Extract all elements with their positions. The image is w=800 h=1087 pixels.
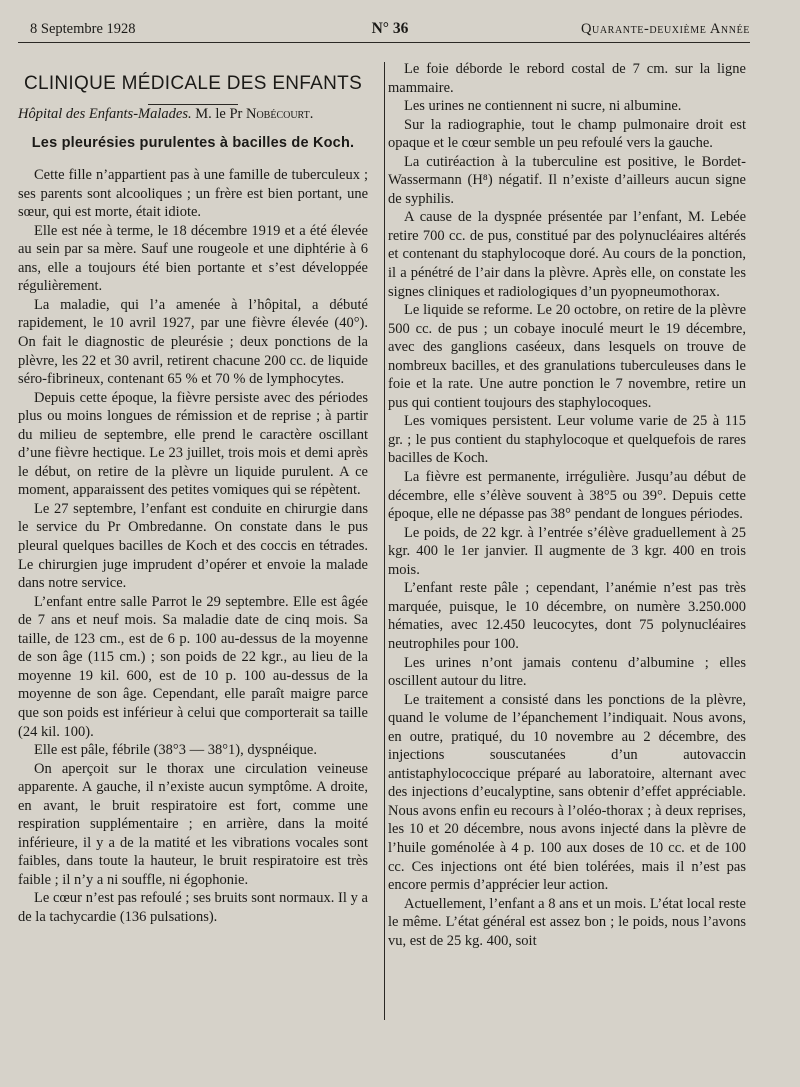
paragraph: Depuis cette époque, la fièvre persiste avec des périodes plus ou moins longues de rémission et de reprise ; à partir du milieu de septembre, elle prend le caractère oscillant d’une fièvre hectique. Le 23 juillet, trois mois et demi après le début, on retire de la plèvre un liquide purulent. A ce moment, apparaissent des petites vomiques qui se répètent. bbox=[18, 389, 368, 499]
paragraph: La cutiréaction à la tuberculine est positive, le Bordet-Wassermann (H⁸) négatif. Il n’existe d’ailleurs aucun signe de syphilis. bbox=[388, 153, 746, 207]
paragraph: A cause de la dyspnée présentée par l’enfant, M. Lebée retire 700 cc. de pus, constitué par des polynucléaires altérés et contenant du staphylocoque doré. Au cours de la ponction, il a pénétré de l’air dans la plèvre. Après elle, on constate les signes cliniques et radiologiques d’un pyopneumothorax. bbox=[388, 209, 746, 300]
header-year: Quarante-deuxième Année bbox=[580, 21, 750, 37]
paragraph: Elle est pâle, fébrile (38°3 — 38°1), dyspnéique. bbox=[34, 742, 317, 759]
header-date: 8 Septembre 1928 bbox=[30, 21, 136, 37]
paragraph: On aperçoit sur le thorax une circulation veineuse apparente. A gauche, il n’existe aucun symptôme. A droite, en avant, le bruit respiratoire est fort, comme une respiration supplémentaire ; en arrière, dans la moité inférieure, il y a de la matité et les vibrations vocales sont faibles, dans toute la hauteur, le bruit respiratoire est très faible ; il n’y a ni souffle, ni égophonie. bbox=[18, 760, 368, 888]
paragraph: Les urines ne contiennent ni sucre, ni albumine. bbox=[404, 98, 682, 115]
paragraph: La fièvre est permanente, irrégulière. Jusqu’au début de décembre, elle s’élève souvent à 38°5 ou 39°. Depuis cette époque, elle ne dépasse pas 38° pendant de longues périodes. bbox=[388, 469, 746, 523]
paragraph: Elle est née à terme, le 18 décembre 1919 et a été élevée au sein par sa mère. Sauf une rougeole et une diphtérie à 6 ans, elle a toujours été bien portante et s’est développée régulièrement. bbox=[18, 222, 368, 295]
header-rule bbox=[18, 42, 750, 43]
author-prefix: M. le Pr bbox=[195, 106, 243, 122]
paragraph: Le foie déborde le rebord costal de 7 cm. sur la ligne mammaire. bbox=[388, 61, 746, 96]
paragraph: Le cœur n’est pas refoulé ; ses bruits sont normaux. Il y a de la tachycardie (136 pulsations). bbox=[18, 890, 368, 925]
running-header bbox=[30, 18, 750, 40]
hospital-name: Hôpital des Enfants-Malades. bbox=[18, 106, 192, 122]
paragraph: Les vomiques persistent. Leur volume varie de 25 à 115 gr. ; le pus contient du staphylocoque et quelquefois de rares bacilles de Koch. bbox=[388, 413, 746, 467]
right-column bbox=[388, 60, 746, 950]
paragraph: Cette fille n’appartient pas à une famille de tuberculeux ; ses parents sont alcooliques ; un frère est bien portant, une sœur, qui est morte, était idiote. bbox=[18, 167, 368, 221]
paragraph: Le liquide se reforme. Le 20 octobre, on retire de la plèvre 500 cc. de pus ; un cobaye inoculé meurt le 19 décembre, avec des ganglions caséeux, dans lesquels on trouve de nombreux bacilles, et des granulations tuberculeuses dans le foie et la rate. Une autre ponction le 7 novembre, retire un pus qui contient toujours des staphylocoques. bbox=[388, 302, 746, 411]
column-divider bbox=[384, 62, 385, 1020]
paragraph: Les urines n’ont jamais contenu d’albumine ; elles oscillent autour du litre. bbox=[388, 654, 746, 690]
header-issue-number: N° 36 bbox=[371, 20, 409, 37]
left-column bbox=[18, 60, 368, 927]
paragraph: Actuellement, l’enfant a 8 ans et un mois. L’état local reste le même. L’état général est assez bon ; le poids, nous l’avons vu, est de 25 kg. 400, soit bbox=[388, 895, 746, 949]
paragraph: Sur la radiographie, tout le champ pulmonaire droit est opaque et le cœur semble un peu refoulé vers la gauche. bbox=[388, 116, 746, 152]
paragraph: L’enfant reste pâle ; cependant, l’anémie n’est pas très marquée, puisque, le 10 décembre, on numère 3.250.000 hématies, avec 12.450 leucocytes, dont 75 polynucléaires neutrophiles pour 100. bbox=[388, 580, 746, 652]
paragraph: La maladie, qui l’a amenée à l’hôpital, a débuté rapidement, le 10 avril 1927, par une fièvre élevée (40°). On fait le diagnostic de pleurésie ; deux ponctions de la plèvre, les 22 et 30 avril, retirent chacune 200 cc. de liquide séro-fibrineux, contenant 65 % et 70 % de lymphocytes. bbox=[18, 296, 368, 388]
paragraph: Le traitement a consisté dans les ponctions de la plèvre, quand le volume de l’épanchement l’indiquait. Nous avons, en outre, pratiqué, du 10 novembre au 2 décembre, des injections souscutanées d’un autovaccin antistaphylococcique préparé au laboratoire, alternant avec des injections d’eucalyptine, sans obtenir d’effet appréciable. Nous avons enfin eu recours à l’oléo-thorax ; à deux reprises, les 10 et 20 décembre, nous avons injecté dans la plèvre de l’huile goménolée à 4 p. 100 aux doses de 10 cc. et de 100 cc. Ces injections ont été bien tolérées, mais il n’est pas encore permis d’apprécier leur action. bbox=[388, 691, 746, 894]
paragraph: Le poids, de 22 kgr. à l’entrée s’élève graduellement à 25 kgr. 400 le 1er janvier. Il augmente de 3 kgr. 400 en trois mois. bbox=[388, 524, 746, 578]
article-subtitle: Les pleurésies purulentes à bacilles de Koch. bbox=[31, 134, 355, 151]
author-name: Nobécourt. bbox=[245, 106, 314, 122]
paragraph: Le 27 septembre, l’enfant est conduite en chirurgie dans le service du Pr Ombredanne. On constate dans le pus pleural quelques bacilles de Koch et des coccis en tétrades. Le chirurgien juge imprudent d’opérer et envoie la malade dans notre service. bbox=[18, 500, 368, 592]
article-byline bbox=[18, 105, 368, 124]
paragraph: L’enfant entre salle Parrot le 29 septembre. Elle est âgée de 7 ans et neuf mois. Sa maladie date de cinq mois. Sa taille, de 123 cm., est de 6 p. 100 au-dessus de la moyenne de son âge (115 cm.) ; son poids de 22 kgr., au lieu de la moyenne 19 kil. 600, est de 10 p. 100 au-dessus de la moyenne de son âge. Cependant, elle paraît maigre parce que son poids est inférieur à celui que comporterait sa taille (24 kil. 100). bbox=[18, 593, 368, 740]
article-title: CLINIQUE MÉDICALE DES ENFANTS bbox=[23, 73, 363, 94]
